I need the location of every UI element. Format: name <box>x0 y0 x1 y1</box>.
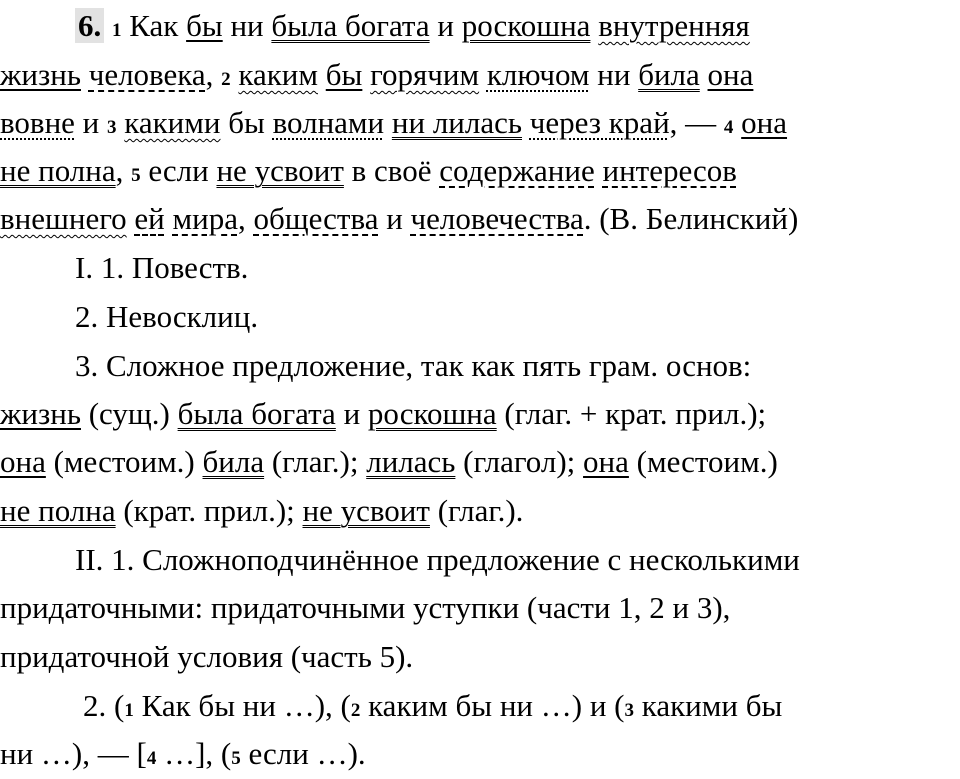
clause-number: 4 <box>146 748 157 769</box>
marked-word: она <box>0 444 46 479</box>
marked-word: была богата <box>177 396 336 431</box>
task-line-5 <box>0 199 798 239</box>
marked-word: общества <box>253 201 379 236</box>
text-run <box>384 105 392 140</box>
text-run: если …). <box>240 736 366 771</box>
marked-word: бы <box>325 57 363 92</box>
analysis-i1: I. 1. Повеств. <box>75 250 249 285</box>
text-run <box>318 57 326 92</box>
text-run: (глаг.). <box>429 493 524 528</box>
clause-number: 2 <box>221 69 231 90</box>
task-line-3 <box>0 103 787 148</box>
clause-number: 4 <box>723 117 734 138</box>
text-run: в своё <box>343 153 440 188</box>
text-run: (глаг.); <box>264 444 367 479</box>
text-run: …], ( <box>156 736 232 771</box>
text-run: если <box>140 153 217 188</box>
marked-word: жизнь <box>0 396 81 431</box>
marked-word: волнами <box>272 105 385 140</box>
scheme-line-1 <box>83 686 782 731</box>
marked-word: не полна <box>0 153 116 188</box>
analysis-i3-line-1: 3. Сложное предложение, так как пять грам. основ: <box>75 348 752 383</box>
text-run: Как бы ни …), ( <box>133 688 351 723</box>
clause-number: 1 <box>112 20 122 41</box>
marked-word: человека <box>88 57 206 92</box>
marked-word: не полна <box>0 493 116 528</box>
text-run: и <box>74 105 108 140</box>
clause-number: 2 <box>350 700 361 721</box>
marked-word: не усвоит <box>216 153 344 188</box>
text-run: (местоим.) <box>45 444 203 479</box>
task-number: 6. <box>75 8 104 43</box>
clause-number: 5 <box>131 165 141 186</box>
marked-word: роскошна <box>367 396 497 431</box>
text-run: ни <box>222 8 272 43</box>
text-run: , <box>237 201 254 236</box>
marked-word: была богата <box>271 8 430 43</box>
marked-word: роскошна <box>461 8 591 43</box>
task-line-1 <box>75 6 750 51</box>
text-run: (глагол); <box>455 444 584 479</box>
text-run <box>479 57 487 92</box>
text-run: и <box>335 396 368 431</box>
analysis-i3-line-3 <box>0 442 778 482</box>
task-line-1-body <box>112 8 750 43</box>
marked-word: какими <box>124 105 221 140</box>
marked-word: через край <box>529 105 670 140</box>
marked-word: содержание <box>439 153 595 188</box>
text-run: , — <box>669 105 724 140</box>
clause-number: 5 <box>231 748 241 769</box>
marked-word: она <box>707 57 754 92</box>
marked-word: внешнего <box>0 201 127 236</box>
clause-number: 3 <box>107 117 117 138</box>
analysis-i2: 2. Невосклиц. <box>75 299 259 334</box>
text-run: (крат. прил.); <box>115 493 303 528</box>
clause-number: 1 <box>124 700 134 721</box>
marked-word: вовне <box>0 105 75 140</box>
text-run: каким бы ни …) и ( <box>360 688 625 723</box>
marked-word: внутренняя <box>598 8 750 43</box>
text-run: ни <box>589 57 639 92</box>
text-run: . (В. Белинский) <box>583 201 799 236</box>
marked-word: человечества <box>410 201 584 236</box>
marked-word: жизнь <box>0 57 81 92</box>
analysis-i3-line-4 <box>0 491 523 531</box>
marked-word: била <box>638 57 700 92</box>
scheme-line-2 <box>0 734 366 779</box>
marked-word: ей <box>134 201 165 236</box>
text-run <box>733 105 741 140</box>
text-run: ни …), — [ <box>0 736 147 771</box>
analysis-ii1-line-3: придаточной условия (часть 5). <box>0 639 414 674</box>
text-run: (глаг. + крат. прил.); <box>496 396 767 431</box>
analysis-ii1-line-1: II. 1. Сложноподчинённое предложение с несколькими <box>75 542 800 577</box>
marked-word: бы <box>186 8 223 43</box>
analysis-ii1-line-2: придаточными: придаточными уступки (части 1, 2 и 3), <box>0 590 731 625</box>
text-run: и <box>378 201 411 236</box>
text-run: бы <box>220 105 273 140</box>
text-run <box>81 57 89 92</box>
task-line-2 <box>0 55 753 100</box>
task-line-4 <box>0 151 737 196</box>
text-run: , <box>205 57 222 92</box>
marked-word: ни лилась <box>391 105 523 140</box>
text-run: , <box>115 153 132 188</box>
text-run <box>522 105 530 140</box>
text-run <box>700 57 708 92</box>
marked-word: она <box>583 444 629 479</box>
marked-word: она <box>741 105 788 140</box>
text-run <box>165 201 173 236</box>
marked-word: интересов <box>602 153 737 188</box>
marked-word: лилась <box>366 444 456 479</box>
marked-word: ключом <box>486 57 590 92</box>
text-run <box>595 153 603 188</box>
analysis-i3-line-2 <box>0 394 766 434</box>
marked-word: каким <box>238 57 318 92</box>
text-run: и <box>429 8 462 43</box>
text-run: 2. ( <box>83 688 125 723</box>
text-run <box>362 57 370 92</box>
text-run: какими бы <box>633 688 783 723</box>
clause-number: 3 <box>624 700 634 721</box>
text-run: Как <box>121 8 187 43</box>
marked-word: не усвоит <box>302 493 430 528</box>
marked-word: горячим <box>370 57 480 92</box>
text-run: (местоим.) <box>628 444 778 479</box>
marked-word: мира <box>172 201 238 236</box>
text-run: (сущ.) <box>80 396 178 431</box>
marked-word: била <box>202 444 265 479</box>
